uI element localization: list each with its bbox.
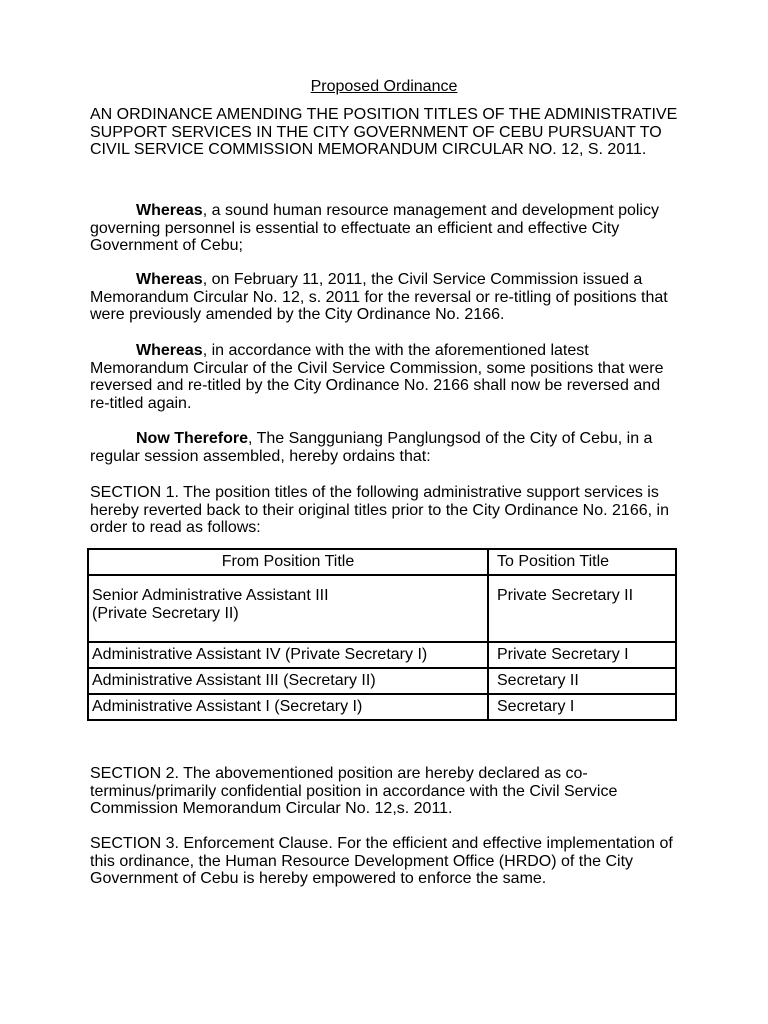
from-title-cell: Administrative Assistant I (Secretary I) bbox=[88, 694, 488, 720]
whereas-text: , a sound human resource management and development policy governing personnel is essential to effectuate an efficient and effective City Government of Cebu; bbox=[90, 202, 659, 254]
from-title-line: (Private Secretary II) bbox=[92, 604, 239, 622]
section-2: SECTION 2. The abovementioned position are hereby declared as co-terminus/primarily confidential position in accordance with the Civil Service Commission Memorandum Circular No. 12,s. 2011. bbox=[90, 765, 618, 817]
column-header-from: From Position Title bbox=[88, 549, 488, 575]
whereas-text: , in accordance with the with the aforementioned latest Memorandum Circular of the Civil Service Commission, some positions that were reversed and re-titled by the City Ordinance No. 2166 shall now be reversed and re-titled again. bbox=[90, 342, 664, 412]
whereas-paragraph-1 bbox=[90, 202, 680, 255]
table-header-row bbox=[88, 549, 676, 575]
from-title-cell bbox=[88, 575, 488, 642]
table-row bbox=[88, 642, 676, 668]
to-title-cell: Secretary II bbox=[488, 668, 676, 694]
whereas-paragraph-2 bbox=[90, 271, 680, 324]
whereas-lead: Whereas bbox=[136, 342, 203, 359]
whereas-lead: Whereas bbox=[136, 271, 203, 288]
section-1: SECTION 1. The position titles of the following administrative support services is hereby reverted back to their original titles prior to the City Ordinance No. 2166, in order to read as follows: bbox=[90, 484, 669, 536]
position-titles-table bbox=[87, 548, 677, 721]
to-title-cell: Secretary I bbox=[488, 694, 676, 720]
table-row bbox=[88, 668, 676, 694]
ordinance-heading: AN ORDINANCE AMENDING THE POSITION TITLES OF THE ADMINISTRATIVE SUPPORT SERVICES IN THE CITY GOVERNMENT OF CEBU PURSUANT TO CIVIL SERVICE COMMISSION MEMORANDUM CIRCULAR NO. 12, S. 2011. bbox=[90, 106, 678, 158]
from-title-line: Senior Administrative Assistant III bbox=[92, 587, 329, 604]
to-title-cell: Private Secretary II bbox=[488, 575, 676, 642]
section-3: SECTION 3. Enforcement Clause. For the efficient and effective implementation of this ordinance, the Human Resource Development Office (HRDO) of the City Government of Cebu is hereby empowered to enforce the same. bbox=[90, 835, 673, 887]
column-header-to: To Position Title bbox=[488, 549, 676, 575]
whereas-paragraph-3 bbox=[90, 342, 680, 412]
now-therefore-lead: Now Therefore bbox=[136, 430, 249, 447]
document-title: Proposed Ordinance bbox=[310, 78, 458, 95]
now-therefore-paragraph bbox=[90, 430, 680, 465]
table-row bbox=[88, 694, 676, 720]
table-row bbox=[88, 575, 676, 642]
to-title-cell: Private Secretary I bbox=[488, 642, 676, 668]
from-title-cell: Administrative Assistant III (Secretary II) bbox=[88, 668, 488, 694]
whereas-lead: Whereas bbox=[136, 202, 203, 219]
now-therefore-text: , The Sangguniang Panglungsod of the City of Cebu, in a regular session assembled, hereby ordains that: bbox=[90, 430, 653, 465]
from-title-cell: Administrative Assistant IV (Private Secretary I) bbox=[88, 642, 488, 668]
whereas-text: , on February 11, 2011, the Civil Service Commission issued a Memorandum Circular No. 12, s. 2011 for the reversal or re-titling of positions that were previously amended by the City Ordinance No. 2166. bbox=[90, 271, 668, 323]
